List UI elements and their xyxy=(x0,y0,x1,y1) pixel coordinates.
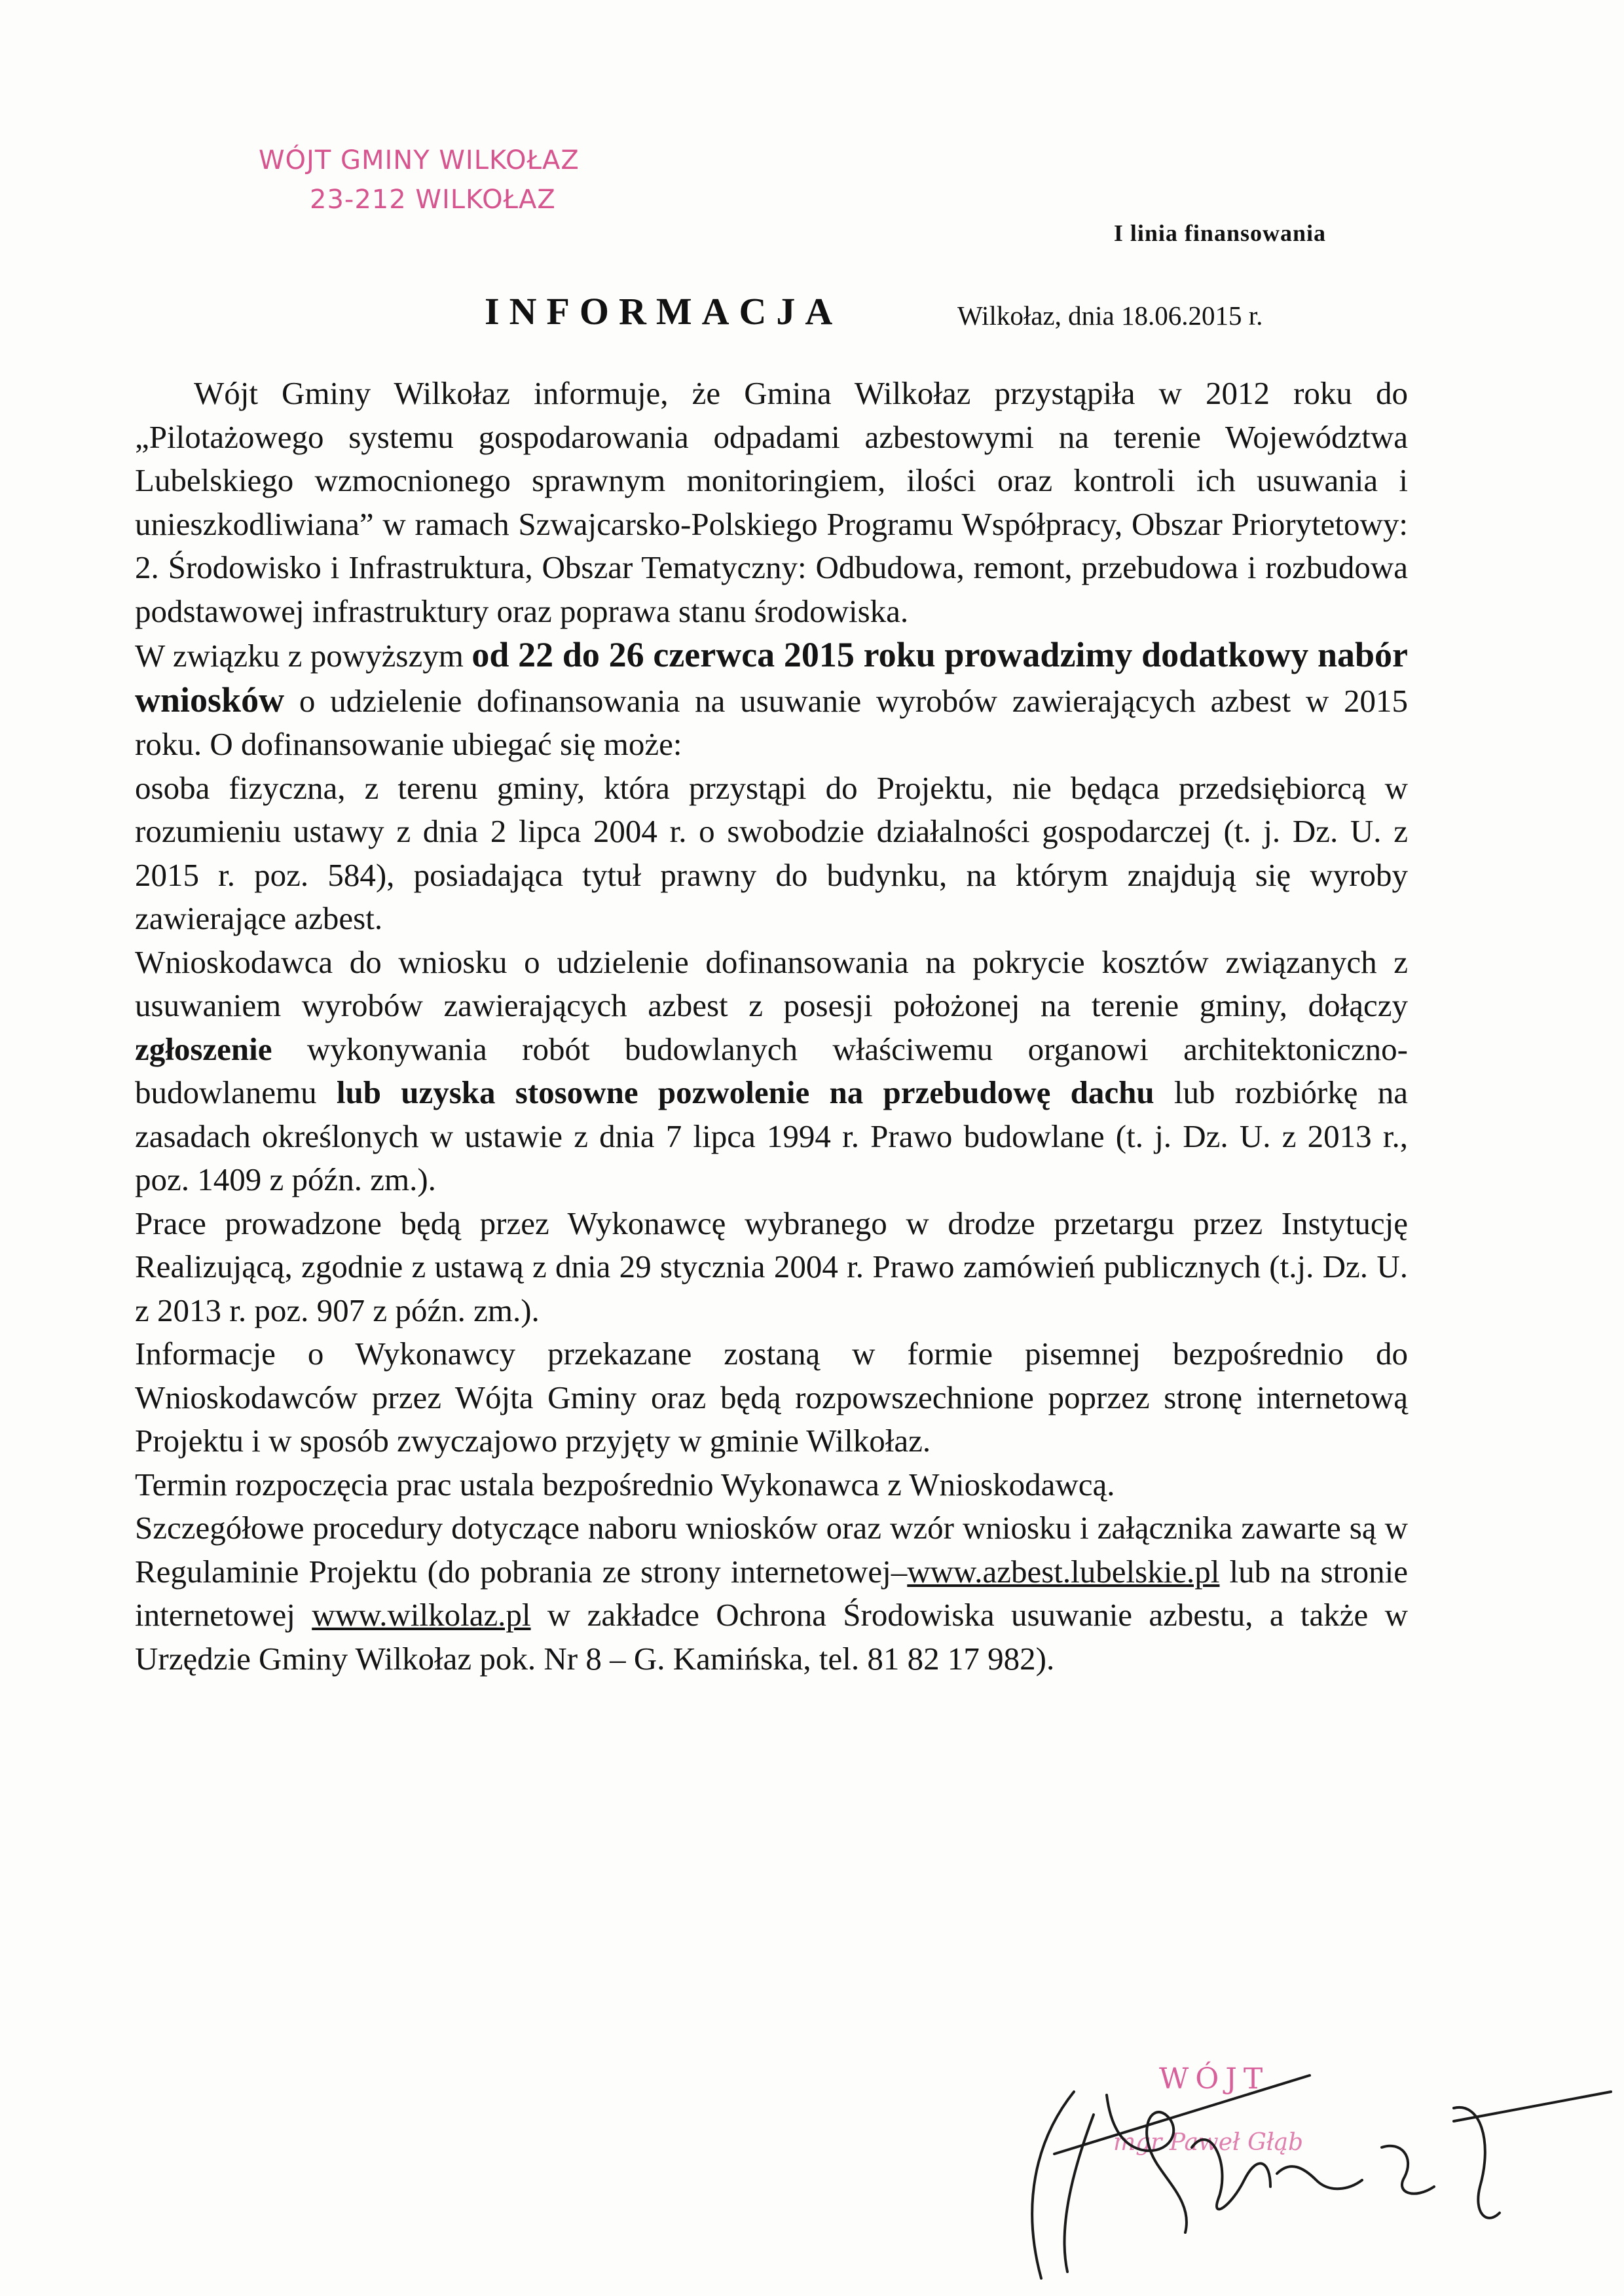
document-date: Wilkołaz, dnia 18.06.2015 r. xyxy=(957,301,1263,331)
office-stamp-line1: WÓJT GMINY WILKOŁAZ xyxy=(259,145,580,175)
paragraph-intro: Wójt Gminy Wilkołaz informuje, że Gmina Wilkołaz przystąpiła w 2012 roku do „Pilotażowego systemu gospodarowania odpadami azbestowymi na terenie Województwa Lubelskiego wzmocnionego sprawnym monitoringiem, ilości oraz kontroli ich usuwania i unieszkodliwiana” w ramach Szwajcarsko-Polskiego Programu Współpracy, Obszar Priorytetowy: 2. Środowisko i Infrastruktura, Obszar Tematyczny: Odbudowa, remont, przebudowa i rozbudowa podstawowej infrastruktury oraz poprawa stanu środowiska. xyxy=(135,375,1408,629)
funding-line-label: I linia finansowania xyxy=(1113,220,1326,246)
procedures-text-c: w zakładce Ochrona Środowiska usuwanie azbestu, a także w Urzędzie Gminy Wilkołaz pok. Nr 8 – G. Kamińska, tel. 81 82 17 982). xyxy=(135,1597,1408,1677)
link-azbest-lubelskie[interactable]: www.azbest.lubelskie.pl xyxy=(907,1553,1220,1590)
paragraph-works: Prace prowadzone będą przez Wykonawcę wybranego w drodze przetargu przez Instytucję Realizującą, zgodnie z ustawą z dnia 29 stycznia 2004 r. Prawo zamówień publicznych (t.j. Dz. U. z 2013 r. poz. 907 z późn. zm.). xyxy=(135,1205,1408,1328)
paragraph-recruitment-text-b: o udzielenie dofinansowania na usuwanie wyrobów zawierających azbest w 2015 roku. O dofinansowanie ubiegać się może: xyxy=(135,682,1408,762)
paragraph-applicant-requirements xyxy=(135,941,1408,1202)
requirements-text-b: wykonywania robót budowlanych właściwemu organowi architektoniczno-budowlanemu xyxy=(135,1030,1408,1110)
recruitment-dates-bold: od 22 do 26 czerwca 2015 roku prowadzimy dodatkowy nabór wniosków xyxy=(135,635,1408,720)
procedures-text-a: Szczegółowe procedury dotyczące naboru wniosków oraz wzór wniosku i załącznika zawarte są w Regulaminie Projektu (do pobrania ze strony internetowej– xyxy=(135,1510,1408,1590)
handwritten-signature xyxy=(995,2036,1617,2291)
requirements-bold-permit: lub uzyska stosowne pozwolenie na przebudowę dachu xyxy=(336,1074,1154,1110)
requirements-bold-notification: zgłoszenie xyxy=(135,1030,272,1067)
document-title: INFORMACJA xyxy=(485,290,843,333)
signature-stamp-name: mgr Paweł Głąb xyxy=(1113,2129,1304,2156)
office-stamp-line2: 23-212 WILKOŁAZ xyxy=(310,185,556,215)
paragraph-procedures xyxy=(135,1506,1408,1681)
paragraph-start-date: Termin rozpoczęcia prac ustala bezpośrednio Wykonawca z Wnioskodawcą. xyxy=(135,1466,1115,1503)
requirements-text-a: Wnioskodawca do wniosku o udzielenie dofinansowania na pokrycie kosztów związanych z usuwaniem wyrobów zawierających azbest z posesji położonej na terenie gminy, dołączy xyxy=(135,943,1408,1023)
link-wilkolaz[interactable]: www.wilkolaz.pl xyxy=(312,1597,531,1633)
paragraph-recruitment-text-a: W związku z powyższym xyxy=(135,638,472,674)
paragraph-contractor-info: Informacje o Wykonawcy przekazane zostaną w formie pisemnej bezpośrednio do Wnioskodawców przez Wójta Gminy oraz będą rozpowszechnione poprzez stronę internetową Projektu i w sposób zwyczajowo przyjęty w gminie Wilkołaz. xyxy=(135,1336,1408,1459)
procedures-text-b: lub na stronie internetowej xyxy=(135,1553,1408,1633)
paragraph-recruitment xyxy=(135,633,1408,767)
requirements-text-c: lub rozbiórkę na zasadach określonych w ustawie z dnia 7 lipca 1994 r. Prawo budowlane (t. j. Dz. U. z 2013 r., poz. 1409 z późn. zm.). xyxy=(135,1074,1408,1197)
paragraph-eligibility: osoba fizyczna, z terenu gminy, która przystąpi do Projektu, nie będąca przedsiębiorcą w rozumieniu ustawy z dnia 2 lipca 2004 r. o swobodzie działalności gospodarczej (t. j. Dz. U. z 2015 r. poz. 584), posiadająca tytuł prawny do budynku, na którym znajdują się wyroby zawierające azbest. xyxy=(135,769,1408,936)
signature-stamp-title: WÓJT xyxy=(1159,2062,1270,2096)
document-body xyxy=(135,372,1408,1681)
